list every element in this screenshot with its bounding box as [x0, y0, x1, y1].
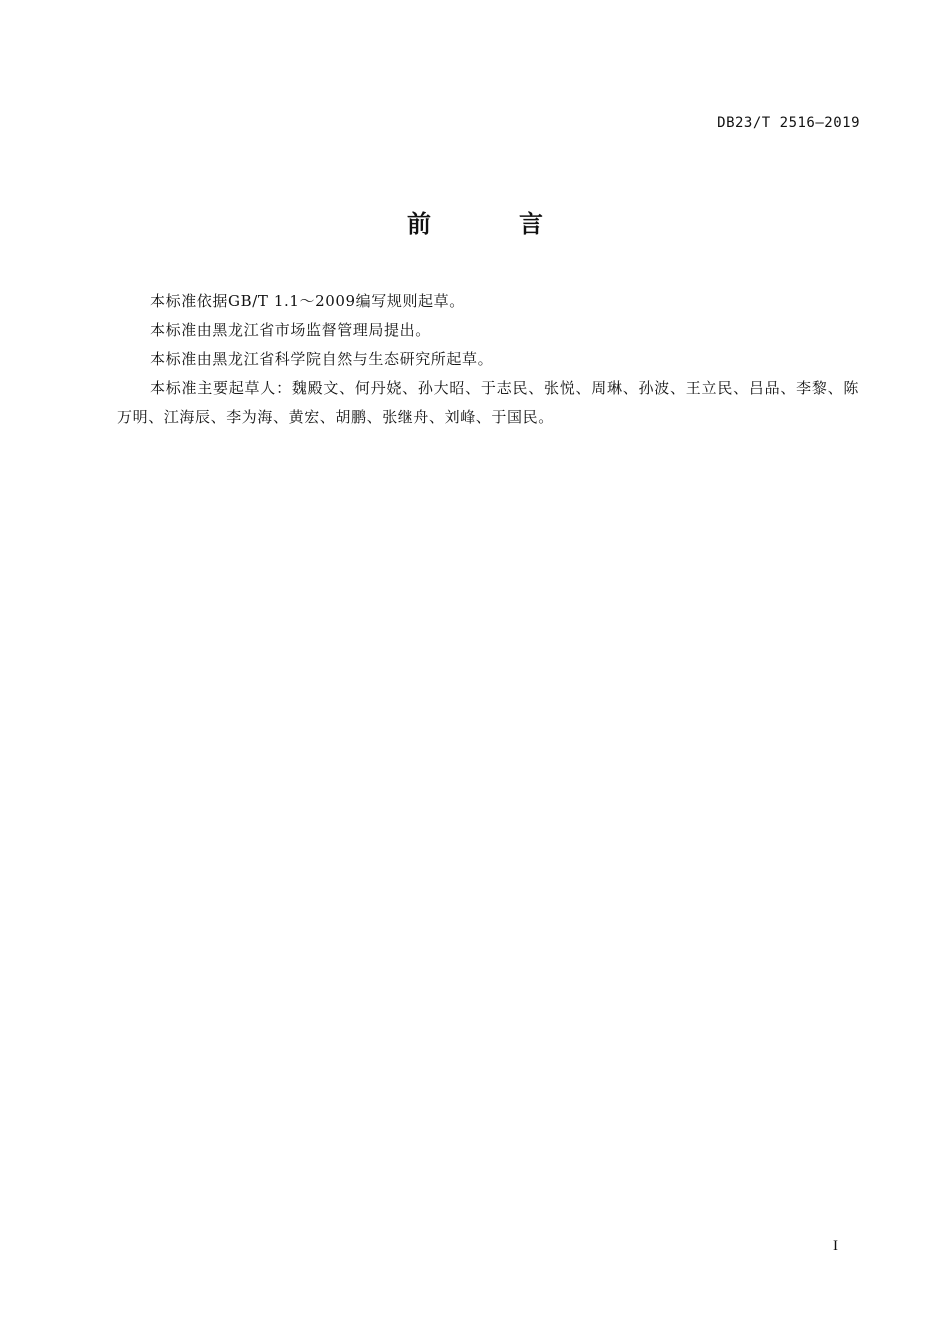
page-number: I [833, 1238, 838, 1254]
paragraph-drafting-rules: 本标准依据GB/T 1.1～2009编写规则起草。 [150, 292, 465, 310]
page-title: 前 言 [407, 210, 575, 238]
paragraph-drafters: 本标准主要起草人：魏殿文、何丹娆、孙大昭、于志民、张悦、周琳、孙波、王立民、吕品、李黎、陈万明、江海辰、李为海、黄宏、胡鹏、张继舟、刘峰、于国民。 [117, 379, 859, 426]
foreword-body [117, 287, 859, 432]
paragraph-proposer: 本标准由黑龙江省市场监督管理局提出。 [150, 321, 431, 339]
paragraph-drafting-unit: 本标准由黑龙江省科学院自然与生态研究所起草。 [150, 350, 494, 368]
standard-code: DB23/T 2516—2019 [717, 115, 860, 131]
